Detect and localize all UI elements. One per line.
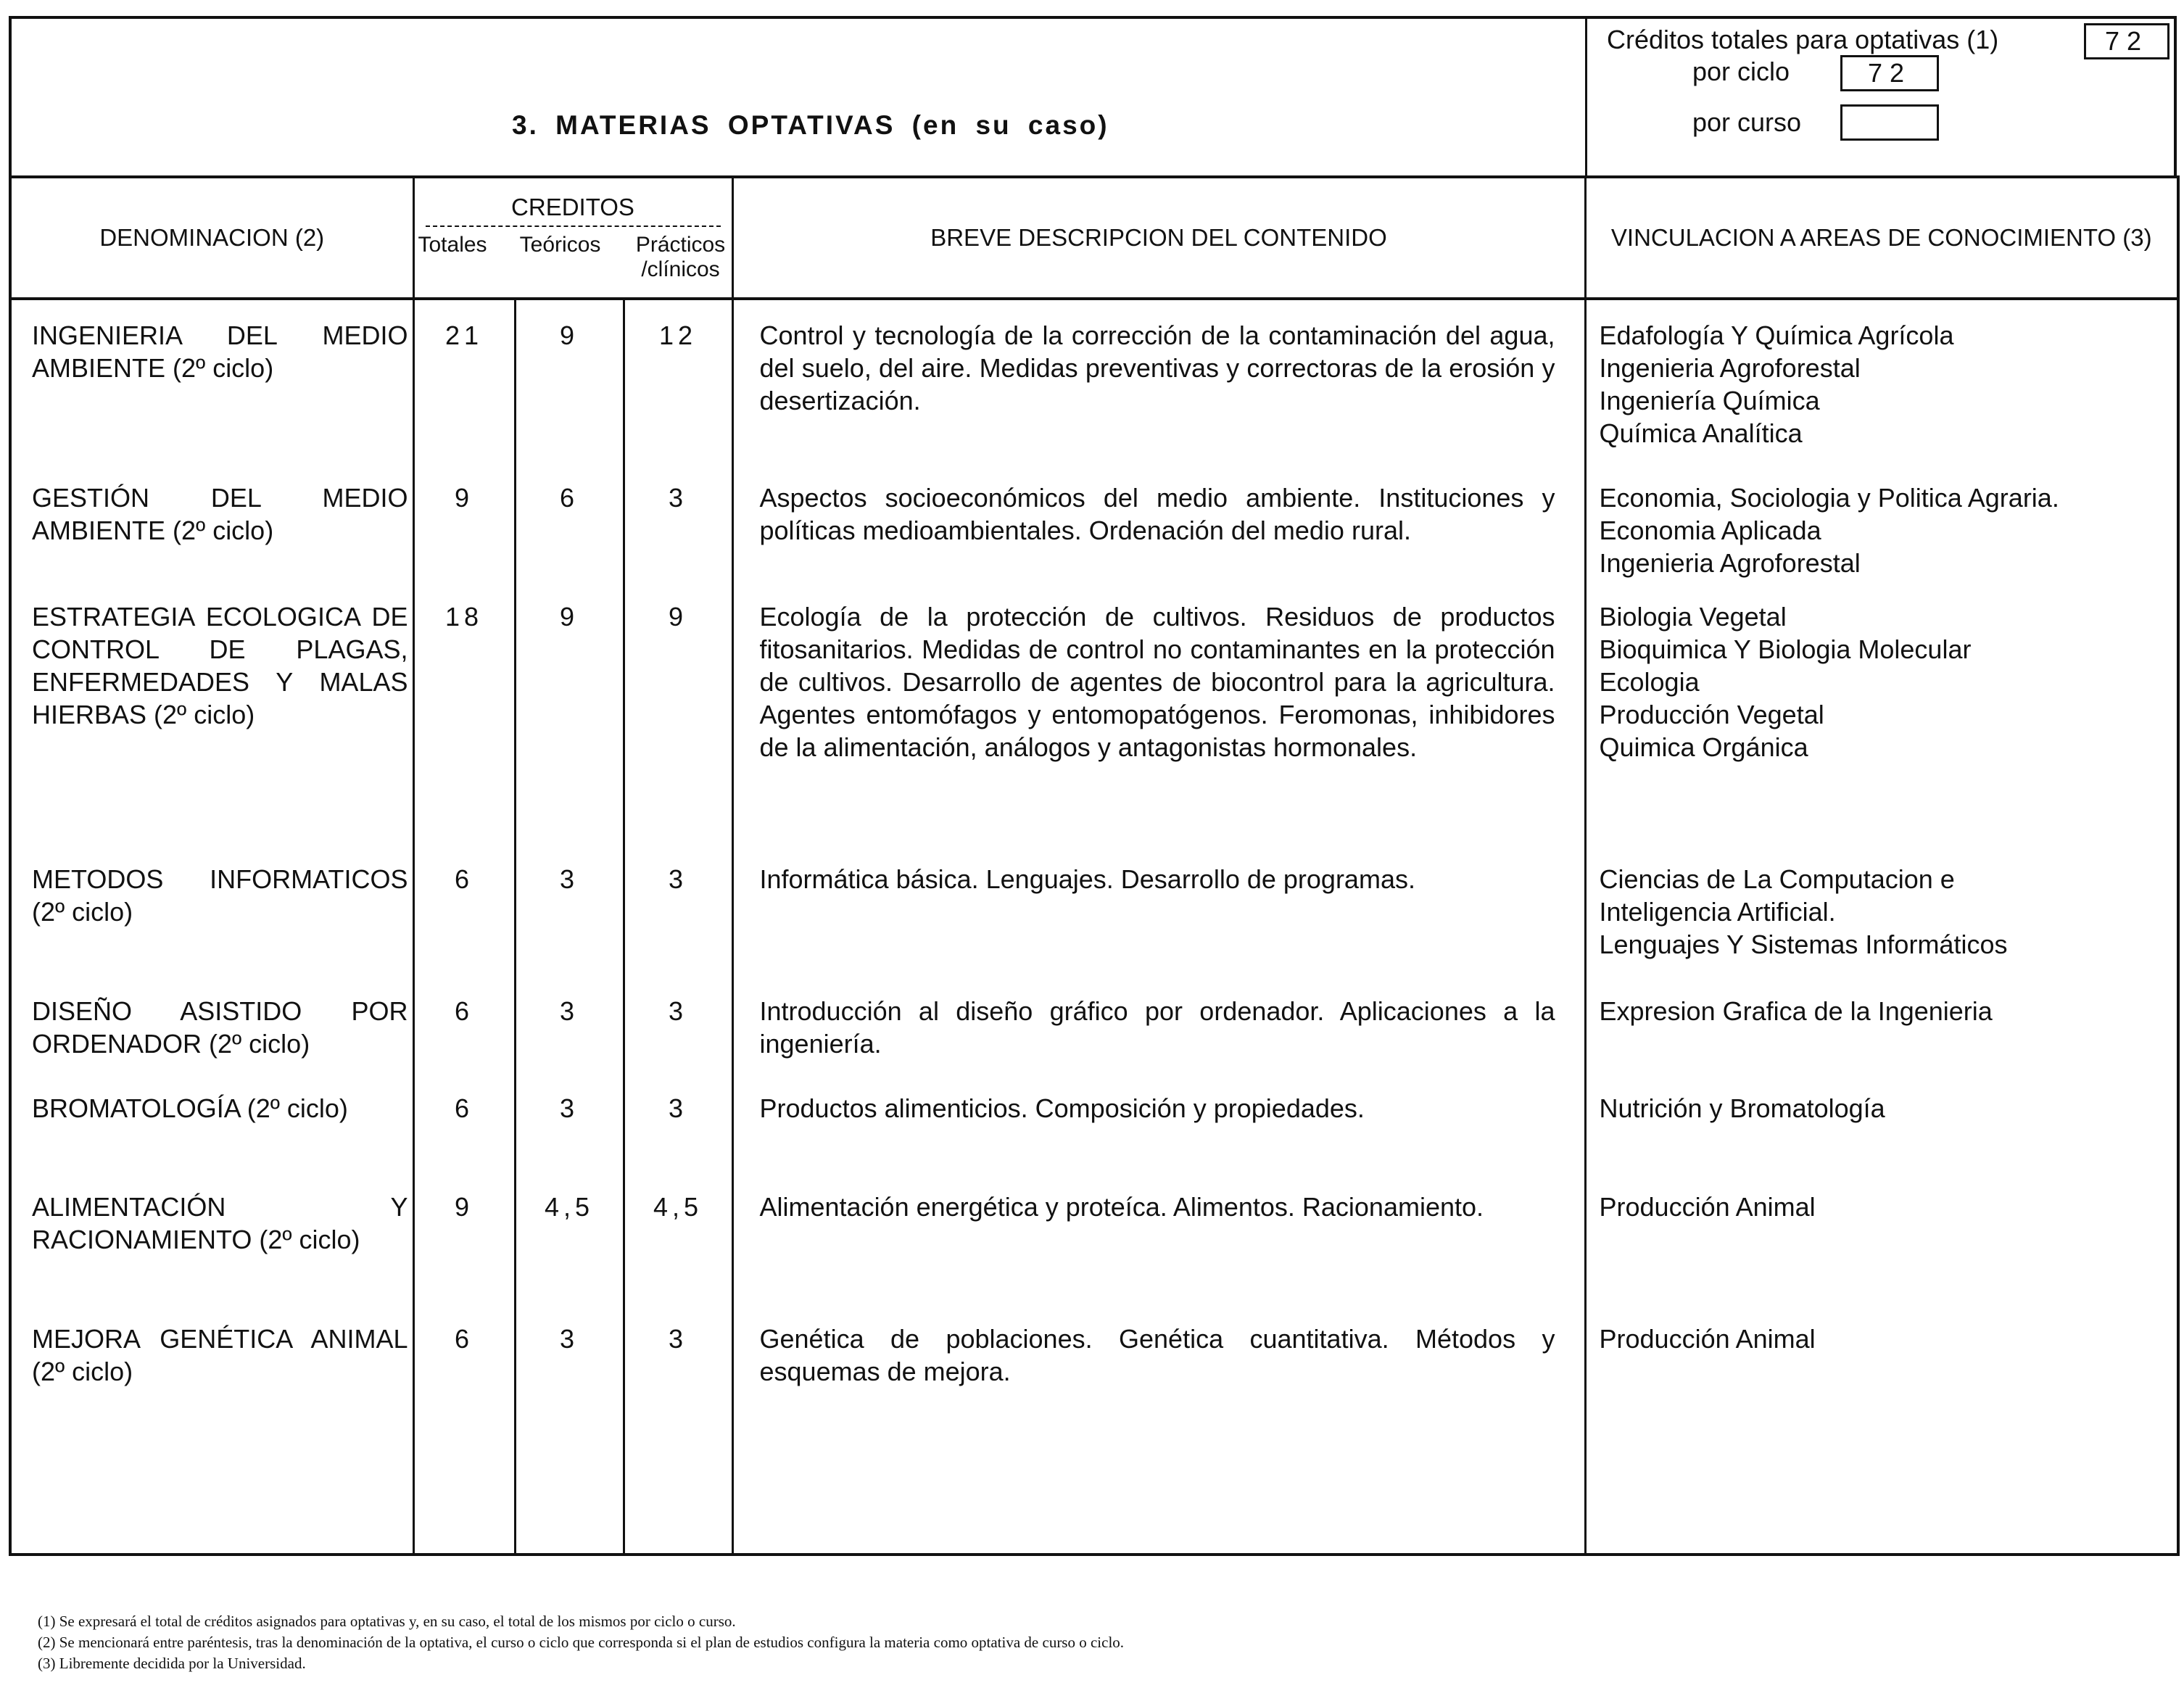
area-item: Ciencias de La Computacion e — [1599, 864, 1955, 894]
area-item: Edafología Y Química Agrícola — [1599, 320, 1954, 350]
row-areas — [1585, 1073, 2178, 1172]
row-totales: 6 — [413, 1304, 515, 1555]
area-item: Producción Vegetal — [1599, 700, 1824, 729]
row-teoricos: 9 — [515, 582, 624, 844]
row-teoricos: 9 — [515, 299, 624, 463]
row-totales: 6 — [413, 976, 515, 1073]
row-descripcion: Informática básica. Lenguajes. Desarrollo de programas. — [732, 844, 1585, 976]
row-denominacion: INGENIERIA DEL MEDIO AMBIENTE (2º ciclo) — [10, 299, 413, 463]
row-areas — [1585, 976, 2178, 1073]
area-item: Ingenieria Agroforestal — [1599, 548, 1861, 578]
area-item: Producción Animal — [1599, 1192, 1816, 1222]
column-totales: Totales — [418, 233, 487, 257]
table-row — [10, 463, 2178, 582]
table-row — [10, 844, 2178, 976]
footnote-2: (2) Se mencionará entre paréntesis, tras la denominación de la optativa, el curso o ciclo que corresponda si el plan de estudios configura la materia como optativa de curso o ciclo. — [38, 1634, 1125, 1651]
row-practicos: 9 — [624, 582, 732, 844]
row-denominacion: DISEÑO ASISTIDO POR ORDENADOR (2º ciclo) — [10, 976, 413, 1073]
row-areas — [1585, 582, 2178, 844]
creditos-totales-label: Créditos totales para optativas (1) — [1607, 25, 1999, 54]
footnote-3: (3) Libremente decidida por la Universidad. — [38, 1655, 306, 1672]
row-descripcion: Aspectos socioeconómicos del medio ambiente. Instituciones y políticas medioambientales. Ordenación del medio rural. — [732, 463, 1585, 582]
row-totales: 9 — [413, 1172, 515, 1304]
row-teoricos: 3 — [515, 1304, 624, 1555]
row-descripcion: Control y tecnología de la corrección de la contaminación del agua, del suelo, del aire. Medidas preventivas y correctoras de la erosión y desertización. — [732, 299, 1585, 463]
area-item: Biologia Vegetal — [1599, 602, 1787, 632]
row-areas — [1585, 463, 2178, 582]
creditos-divider — [426, 225, 721, 227]
creditos-heading: CREDITOS — [511, 194, 634, 220]
area-item: Expresion Grafica de la Ingenieria — [1599, 996, 1993, 1026]
form-sheet — [9, 16, 2177, 1556]
area-item: Producción Animal — [1599, 1324, 1816, 1354]
row-practicos: 3 — [624, 1073, 732, 1172]
row-denominacion: BROMATOLOGÍA (2º ciclo) — [10, 1073, 413, 1172]
row-descripcion: Ecología de la protección de cultivos. Residuos de productos fitosanitarios. Medidas de control no contaminantes en la protección de cultivos. Desarrollo de agentes de biocontrol para la agricultura. Agentes entomófagos y entomopatógenos. Feromonas, inhibidores de la alimentación, análogos y antagonistas hormonales. — [732, 582, 1585, 844]
footnote-1: (1) Se expresará el total de créditos asignados para optativas y, en su caso, el total de los mismos por ciclo o curso. — [38, 1613, 736, 1630]
row-practicos: 3 — [624, 463, 732, 582]
column-practicos: Prácticos /clínicos — [635, 233, 726, 281]
section-header — [9, 16, 2177, 175]
row-denominacion: METODOS INFORMATICOS (2º ciclo) — [10, 844, 413, 976]
row-descripcion: Alimentación energética y proteíca. Alimentos. Racionamiento. — [732, 1172, 1585, 1304]
column-teoricos: Teóricos — [519, 233, 601, 257]
creditos-totales-box: 72 — [2084, 23, 2169, 59]
row-denominacion: ESTRATEGIA ECOLOGICA DE CONTROL DE PLAGAS, ENFERMEDADES Y MALAS HIERBAS (2º ciclo) — [10, 582, 413, 844]
table-row — [10, 299, 2178, 463]
row-areas — [1585, 299, 2178, 463]
header-divider — [1585, 19, 1587, 175]
area-item: Economia, Sociologia y Politica Agraria. — [1599, 483, 2059, 513]
row-teoricos: 6 — [515, 463, 624, 582]
row-practicos: 12 — [624, 299, 732, 463]
row-totales: 18 — [413, 582, 515, 844]
row-descripcion: Introducción al diseño gráfico por ordenador. Aplicaciones a la ingeniería. — [732, 976, 1585, 1073]
row-totales: 6 — [413, 1073, 515, 1172]
area-item: Ecologia — [1599, 667, 1700, 697]
row-practicos: 3 — [624, 976, 732, 1073]
column-vinculacion: VINCULACION A AREAS DE CONOCIMIENTO (3) — [1585, 177, 2178, 299]
por-curso-box — [1840, 104, 1939, 141]
row-areas — [1585, 844, 2178, 976]
column-denominacion: DENOMINACION (2) — [10, 177, 413, 299]
area-item: Bioquimica Y Biologia Molecular — [1599, 634, 1972, 664]
row-denominacion: MEJORA GENÉTICA ANIMAL (2º ciclo) — [10, 1304, 413, 1555]
row-teoricos: 3 — [515, 844, 624, 976]
table-row — [10, 582, 2178, 844]
row-practicos: 4,5 — [624, 1172, 732, 1304]
column-descripcion: BREVE DESCRIPCION DEL CONTENIDO — [732, 177, 1585, 299]
area-item: Lenguajes Y Sistemas Informáticos — [1599, 930, 2008, 959]
row-areas — [1585, 1172, 2178, 1304]
table-row — [10, 1073, 2178, 1172]
row-totales: 6 — [413, 844, 515, 976]
table-row — [10, 1172, 2178, 1304]
por-ciclo-label: por ciclo — [1692, 57, 1790, 86]
section-title: 3. MATERIAS OPTATIVAS (en su caso) — [512, 110, 1109, 140]
table-row — [10, 976, 2178, 1073]
area-item: Economia Aplicada — [1599, 516, 1821, 545]
area-item: Nutrición y Bromatología — [1599, 1093, 1885, 1123]
optativas-table — [9, 175, 2180, 1556]
table-row — [10, 1304, 2178, 1555]
row-totales: 21 — [413, 299, 515, 463]
footnotes — [38, 1611, 1124, 1674]
row-practicos: 3 — [624, 844, 732, 976]
row-descripcion: Genética de poblaciones. Genética cuantitativa. Métodos y esquemas de mejora. — [732, 1304, 1585, 1555]
row-areas — [1585, 1304, 2178, 1555]
area-item: Ingeniería Química — [1599, 386, 1820, 415]
row-teoricos: 3 — [515, 976, 624, 1073]
row-descripcion: Productos alimenticios. Composición y propiedades. — [732, 1073, 1585, 1172]
row-teoricos: 4,5 — [515, 1172, 624, 1304]
area-item: Química Analítica — [1599, 418, 1803, 448]
row-denominacion: GESTIÓN DEL MEDIO AMBIENTE (2º ciclo) — [10, 463, 413, 582]
area-item: Ingenieria Agroforestal — [1599, 353, 1861, 383]
por-ciclo-box: 72 — [1840, 55, 1939, 91]
column-creditos — [413, 177, 732, 299]
row-teoricos: 3 — [515, 1073, 624, 1172]
row-totales: 9 — [413, 463, 515, 582]
por-curso-label: por curso — [1692, 107, 1802, 137]
row-denominacion: ALIMENTACIÓN Y RACIONAMIENTO (2º ciclo) — [10, 1172, 413, 1304]
row-practicos: 3 — [624, 1304, 732, 1555]
area-item: Quimica Orgánica — [1599, 732, 1808, 762]
area-item: Inteligencia Artificial. — [1599, 897, 1836, 927]
